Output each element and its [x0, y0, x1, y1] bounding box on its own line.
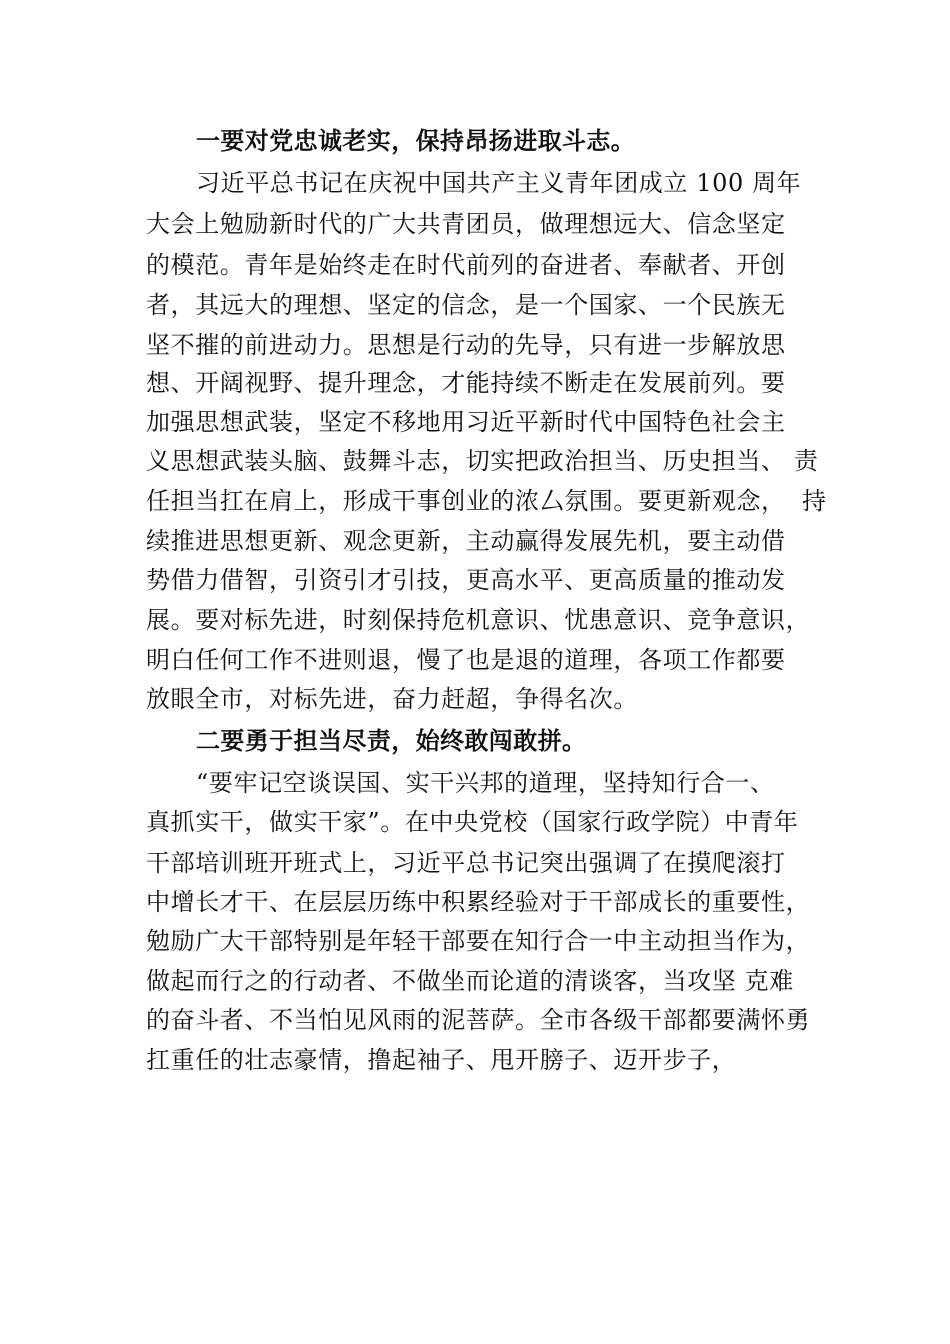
paragraph-line: 扛重任的壮志豪情，撸起袖子、甩开膀子、迈开步子， [146, 1046, 737, 1074]
paragraph-line: 加强思想武装，坚定不移地用习近平新时代中国特色社会主 [146, 408, 786, 436]
paragraph-line: 放眼全市，对标先进，奋力赶超，争得名次。 [146, 685, 638, 713]
paragraph-line: 坚不摧的前进动力。思想是行动的先导，只有进一步解放思 [146, 331, 786, 359]
paragraph-line: 的奋斗者、不当怕见风雨的泥菩萨。全市各级干部都要满怀勇 [146, 1006, 811, 1034]
paragraph-line: 者，其远大的理想、坚定的信念，是一个国家、一个民族无 [146, 291, 786, 319]
section-heading: 一要对党忠诚老实，保持昂扬进取斗志。 [196, 127, 636, 155]
paragraph-line: 想、开阔视野、提升理念，才能持续不断走在发展前列。要 [146, 369, 786, 397]
paragraph-line: 大会上勉励新时代的广大共青团员，做理想远大、信念坚定 [146, 210, 786, 238]
paragraph-line: 真抓实干，做实干家”。在中央党校（国家行政学院）中青年 [146, 808, 799, 836]
paragraph-line: 中增长才干、在层层历练中积累经验对于干部成长的重要性， [146, 888, 811, 916]
paragraph-line: 的模范。青年是始终走在时代前列的奋进者、奉献者、开创 [146, 251, 786, 279]
section-heading: 二要勇于担当尽责，始终敢闯敢拼。 [196, 727, 587, 755]
paragraph-line: “要牢记空谈误国、实干兴邦的道理，坚持知行合一、 [196, 769, 775, 797]
paragraph-line: 续推进思想更新、观念更新，主动赢得发展先机，要主动借 [146, 527, 786, 555]
paragraph-line: 明白任何工作不进则退，慢了也是退的道理，各项工作都要 [146, 646, 786, 674]
paragraph-line: 习近平总书记在庆祝中国共产主义青年团成立 100 周年 [196, 169, 802, 197]
paragraph-line: 势借力借智，引资引才引技，更高水平、更高质量的推动发 [146, 566, 786, 594]
paragraph-line: 展。要对标先进，时刻保持危机意识、忧患意识、竞争意识， [146, 606, 811, 634]
paragraph-line: 做起而行之的行动者、不做坐而论道的清谈客，当攻坚 克难 [146, 967, 794, 995]
paragraph-line: 勉励广大干部特别是年轻干部要在知行合一中主动担当作为， [146, 927, 811, 955]
paragraph-line: 义思想武装头脑、鼓舞斗志，切实把政治担当、历史担当、 责 [146, 447, 819, 475]
paragraph-line: 任担当扛在肩上，形成干事创业的浓厶氛围。要更新观念， 持 [146, 487, 827, 515]
paragraph-line: 干部培训班开班式上，习近平总书记突出强调了在摸爬滚打 [146, 849, 786, 877]
